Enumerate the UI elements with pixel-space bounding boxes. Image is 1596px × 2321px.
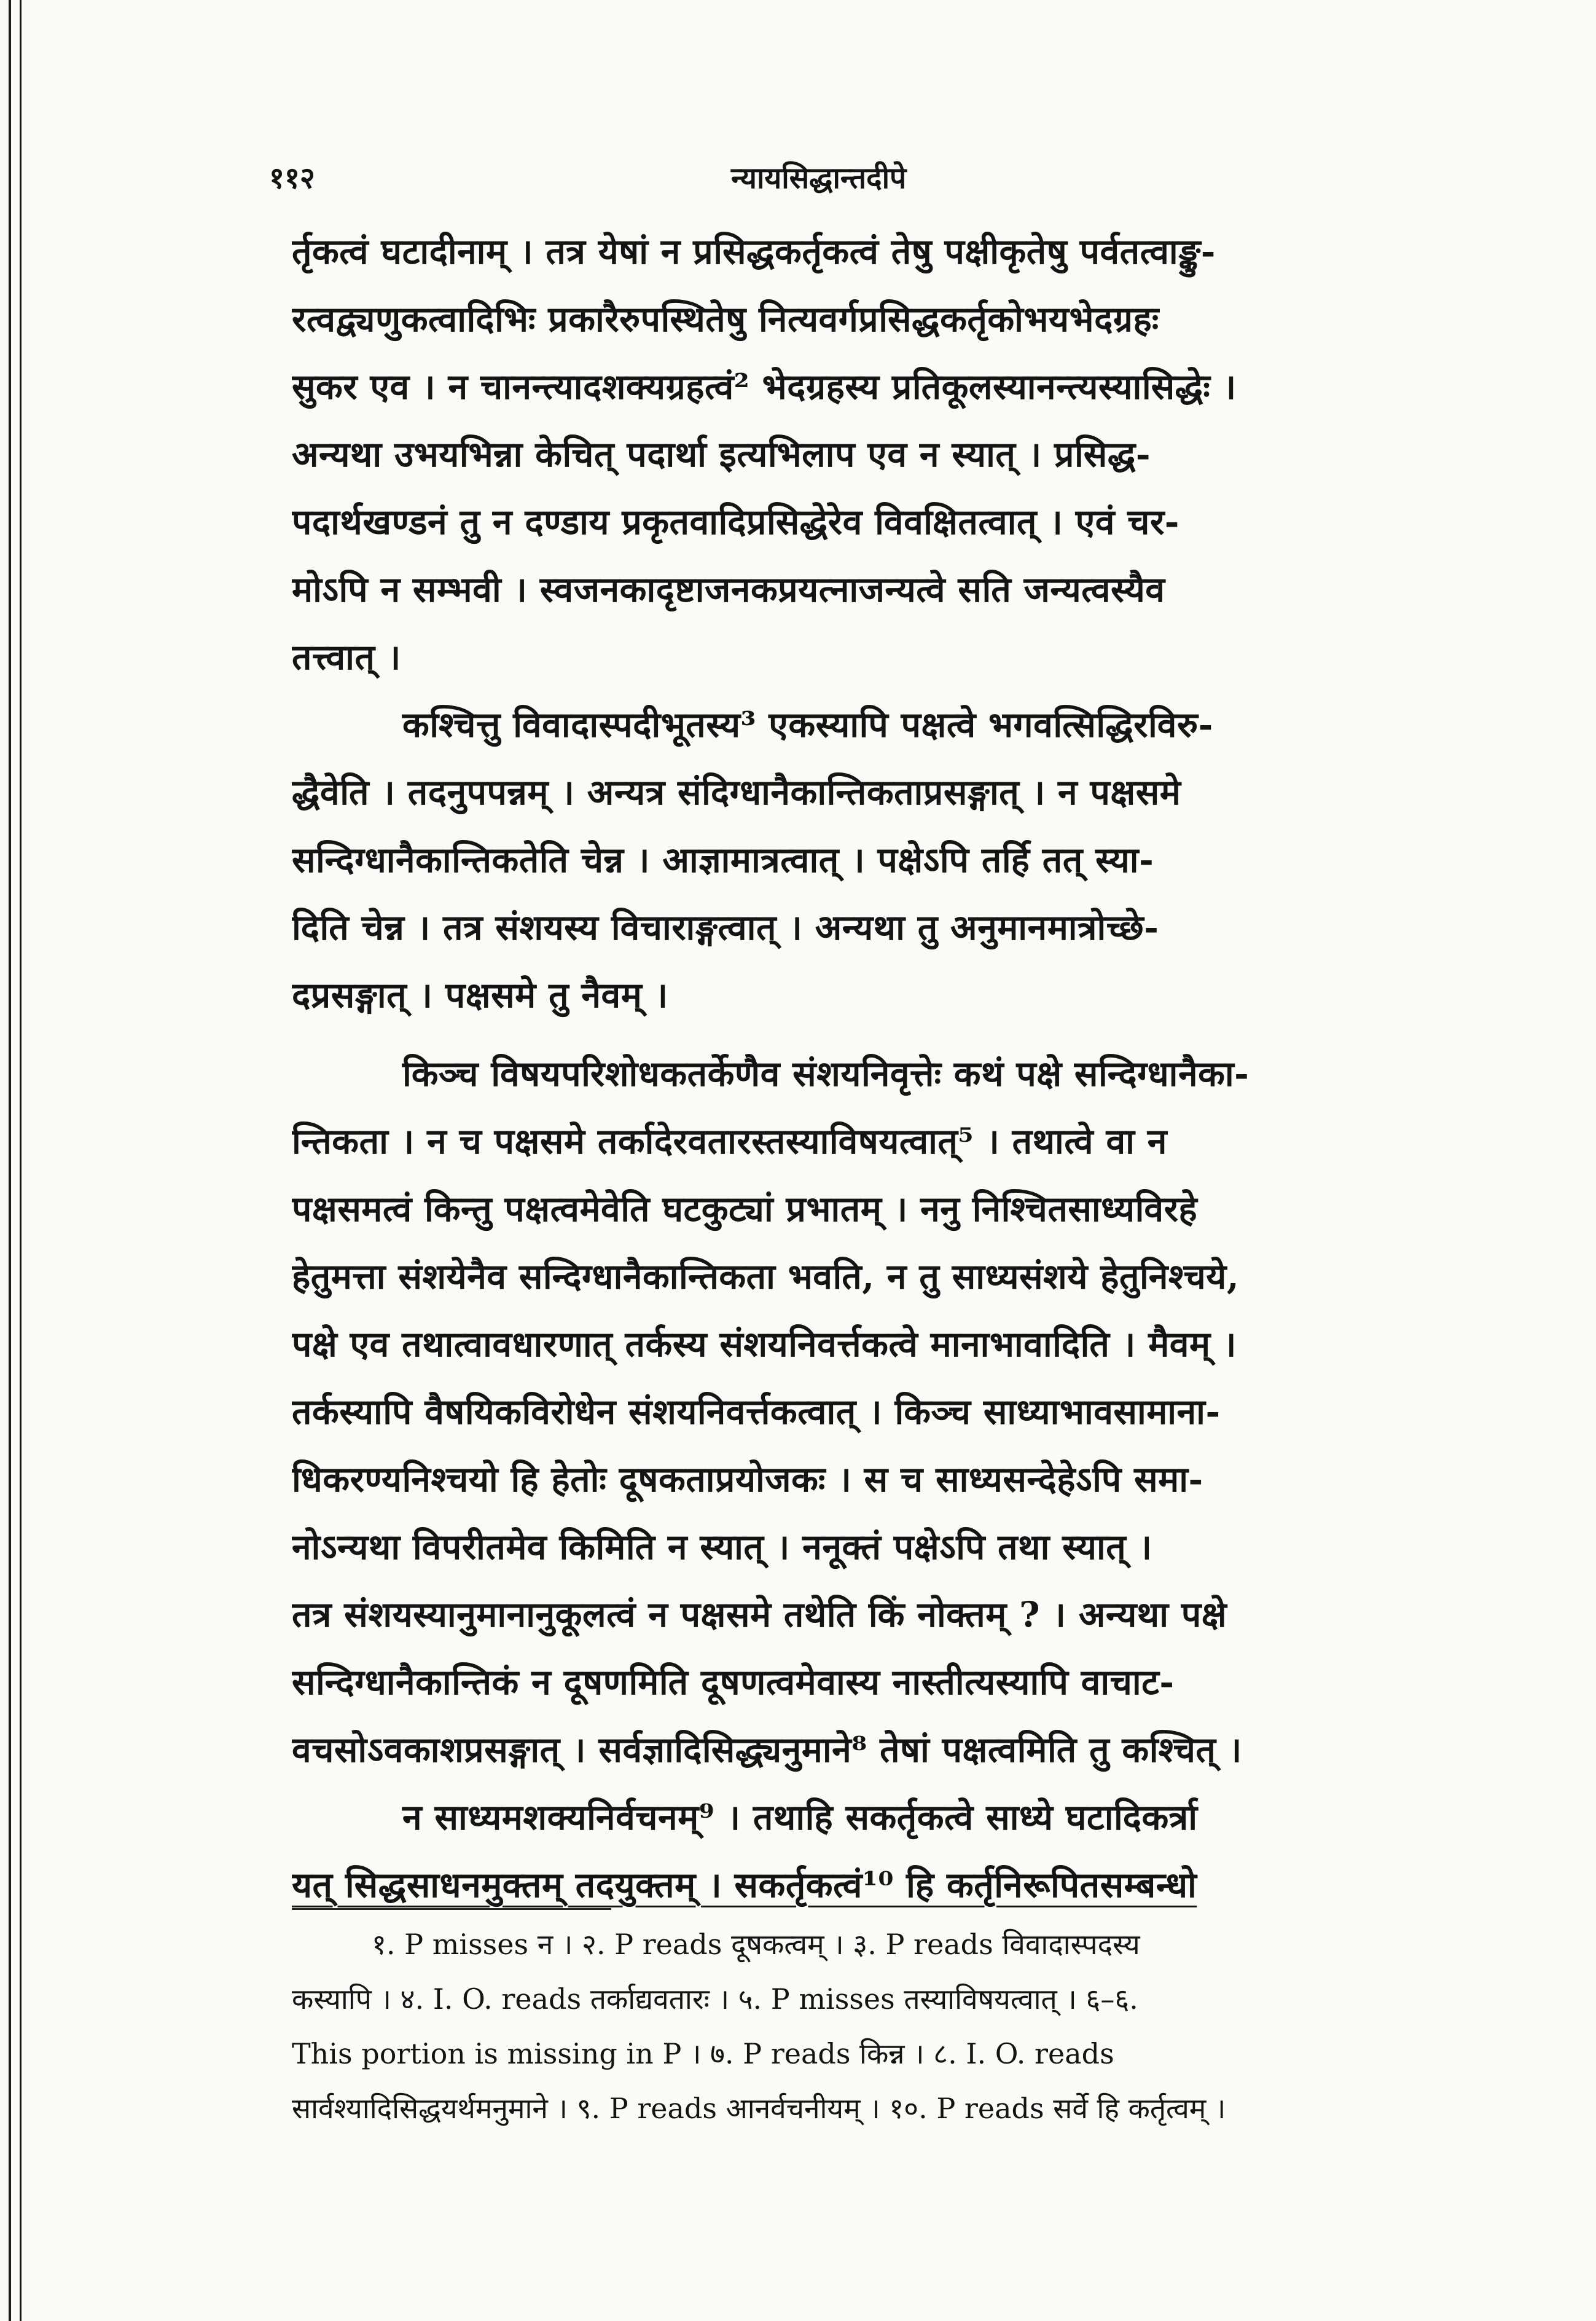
text-line: पक्षे एव तथात्वावधारणात् तर्कस्य संशयनिवर्त्तकत्वे मानाभावादिति । मैवम् । — [292, 1324, 1237, 1365]
text-line: तत्र संशयस्यानुमानानुकूलत्वं न पक्षसमे तथेति किं नोक्तम् ? । अन्यथा पक्षे — [292, 1594, 1227, 1635]
text-line: द्धैवेति । तदनुपपन्नम् । अन्यत्र संदिग्धानैकान्तिकताप्रसङ्गात् । न पक्षसमे — [292, 772, 1181, 813]
text-line: वचसोऽवकाशप्रसङ्गात् । सर्वज्ञादिसिद्ध्यनुमाने⁸ तेषां पक्षत्वमिति तु कश्चित् । — [292, 1729, 1242, 1770]
text-line: तत्त्वात् । — [292, 637, 401, 678]
paragraph-start-line: न साध्यमशक्यनिर्वचनम्⁹ । तथाहि सकर्तृकत्वे साध्ये घटादिकर्त्रा — [402, 1797, 1198, 1838]
main-text — [292, 218, 1459, 1919]
page-number: ११२ — [269, 161, 315, 195]
text-line: पदार्थखण्डनं तु न दण्डाय प्रकृतवादिप्रसिद्धेरेव विवक्षितत्वात् । एवं चर- — [292, 501, 1179, 543]
text-line: सुकर एव । न चानन्त्यादशक्यग्रहत्वं² भेदग्रहस्य प्रतिकूलस्यानन्त्यस्यासिद्धेः । — [292, 366, 1237, 407]
text-line: यत् सिद्धसाधनमुक्तम् तदयुक्तम् । सकर्तृकत्वं¹⁰ हि कर्तृनिरूपितसम्बन्धो — [292, 1864, 1197, 1906]
text-line: न्तिकता । न च पक्षसमे तर्कादेरवतारस्तस्याविषयत्वात्⁵ । तथात्वे वा न — [292, 1121, 1167, 1162]
footnotes — [292, 1917, 1459, 2136]
paragraph-start-line: किञ्च विषयपरिशोधकतर्केणैव संशयनिवृत्तेः कथं पक्षे सन्दिग्धानैका- — [402, 1053, 1250, 1094]
running-head: न्यायसिद्धान्तदीपे — [731, 161, 907, 195]
text-line: मोऽपि न सम्भवी । स्वजनकादृष्टाजनकप्रयत्नाजन्यत्वे सति जन्यत्वस्यैव — [292, 569, 1165, 610]
text-line: अन्यथा उभयभिन्ना केचित् पदार्था इत्यभिलाप एव न स्यात् । प्रसिद्ध- — [292, 434, 1151, 475]
footnote-line: कस्यापि । ४. I. O. reads तर्काद्यवतारः । ५. P misses तस्याविषयत्वात् । ६–६. — [292, 1982, 1138, 2016]
text-line: दप्रसङ्गात् । पक्षसमे तु नैवम् । — [292, 975, 668, 1016]
text-line: हेतुमत्ता संशयेनैव सन्दिग्धानैकान्तिकता भवति, न तु साध्यसंशये हेतुनिश्चये, — [292, 1256, 1240, 1297]
footnote-rule — [292, 1908, 611, 1910]
paragraph-start-line: कश्चित्तु विवादास्पदीभूतस्य³ एकस्यापि पक्षत्वे भगवत्सिद्धिरविरु- — [402, 704, 1213, 745]
text-line: नोऽन्यथा विपरीतमेव किमिति न स्यात् । ननूक्तं पक्षेऽपि तथा स्यात् । — [292, 1526, 1152, 1568]
footnote-line: १. P misses न । २. P reads दूषकत्वम् । ३. P reads विवादास्पदस्य — [372, 1928, 1140, 1961]
footnote-line: This portion is missing in P । ७. P reads किन्न । ८. I. O. reads — [292, 2037, 1114, 2070]
text-line: तर्कस्यापि वैषयिकविरोधेन संशयनिवर्त्तकत्वात् । किञ्च साध्याभावसामाना- — [292, 1391, 1221, 1432]
scan-edge-line — [9, 0, 11, 2321]
footnote-line: सार्वश्यादिसिद्धयर्थमनुमाने । ९. P reads आनर्वचनीयम् । १०. P reads सर्वे हि कर्तृत्वम् । — [292, 2092, 1226, 2125]
text-line: दिति चेन्न । तत्र संशयस्य विचाराङ्गत्वात् । अन्यथा तु अनुमानमात्रोच्छे- — [292, 907, 1159, 948]
text-line: सन्दिग्धानैकान्तिकतेति चेन्न । आज्ञामात्रत्वात् । पक्षेऽपि तर्हि तत् स्या- — [292, 839, 1154, 881]
text-line: धिकरण्यनिश्चयो हि हेतोः दूषकताप्रयोजकः । स च साध्यसन्देहेऽपि समा- — [292, 1459, 1203, 1500]
text-line: पक्षसमत्वं किन्तु पक्षत्वमेवेति घटकुट्यां प्रभातम् । ननु निश्चितसाध्यविरहे — [292, 1188, 1198, 1230]
scan-edge-line — [20, 0, 22, 2321]
text-line: रत्वद्व्यणुकत्वादिभिः प्रकारैरुपस्थितेषु नित्यवर्गप्रसिद्धकर्तृकोभयभेदग्रहः — [292, 299, 1159, 340]
text-line: र्तृकत्वं घटादीनाम् । तत्र येषां न प्रसिद्धकर्तृकत्वं तेषु पक्षीकृतेषु पर्वतत्वाङ्कु- — [292, 231, 1216, 272]
text-line: सन्दिग्धानैकान्तिकं न दूषणमिति दूषणत्वमेवास्य नास्तीत्यस्यापि वाचाट- — [292, 1662, 1175, 1703]
